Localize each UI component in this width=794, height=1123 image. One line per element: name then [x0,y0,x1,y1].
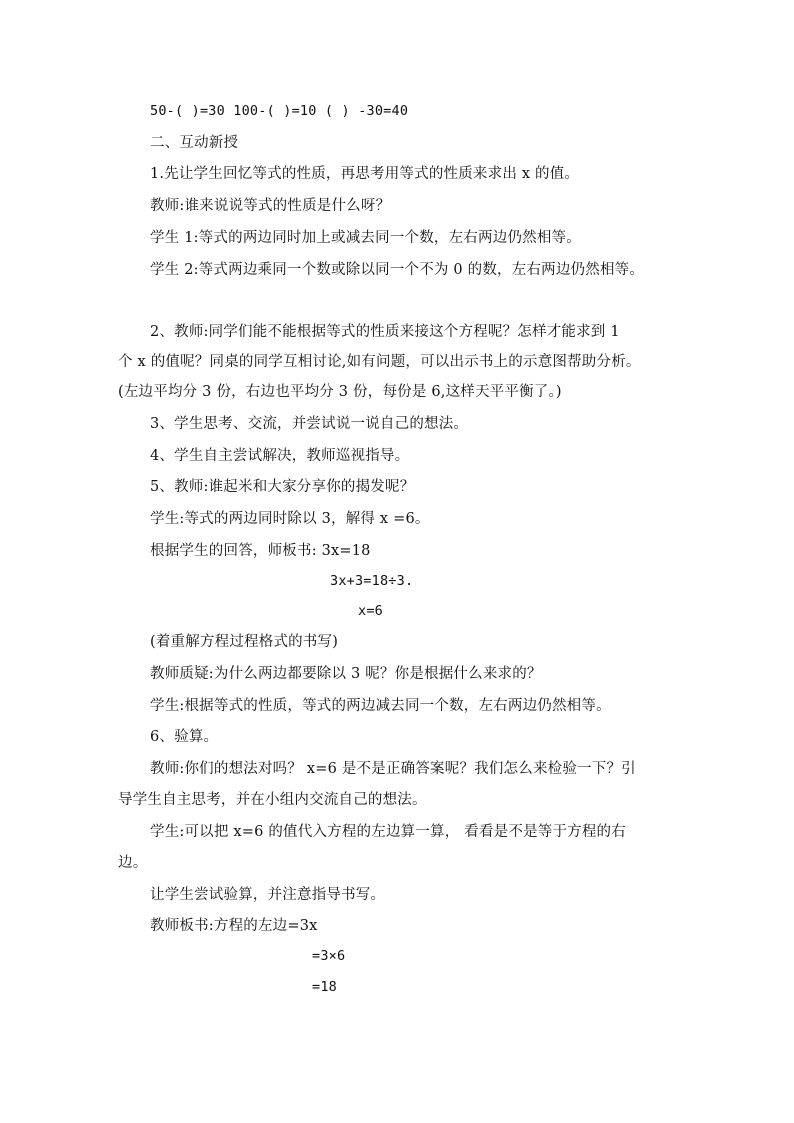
paragraph-line: 5、教师:谁起米和大家分享你的揭发呢？ [150,479,415,495]
section-heading: 二、互动新授 [150,135,239,151]
paragraph-line: 学生 2:等式两边乘同一个数或除以同一个不为 0 的数，左右两边仍然相等。 [150,262,645,278]
paragraph-line: 让学生尝试验算，并注意指导书写。 [150,887,386,903]
paragraph-line: 教师:你们的想法对吗？ x=6 是不是正确答案呢？我们怎么来检验一下？引 [150,761,636,777]
paragraph-line: 教师:谁来说说等式的性质是什么呀？ [150,198,391,214]
paragraph-line: 学生:可以把 x=6 的值代入方程的左边算一算， 看看是不是等于方程的右 [150,824,626,840]
paragraph-line: 教师板书:方程的左边=3x [150,918,318,934]
paragraph-line: 导学生自主思考，并在小组内交流自己的想法。 [118,792,427,808]
paragraph-line: 3、学生思考、交流，并尝试说一说自己的想法。 [150,416,469,432]
fill-blank-equations: 50-( )=30 100-( )=10 ( ) -30=40 [150,103,409,119]
board-equation: =3×6 [312,948,346,964]
paragraph-line: 4、学生自主尝试解决，教师巡视指导。 [150,448,410,464]
board-equation: x=6 [358,603,383,619]
paragraph-line: 学生:根据等式的性质，等式的两边减去同一个数，左右两边仍然相等。 [150,698,611,714]
paragraph-line: (左边平均分 3 份，右边也平均分 3 份，每份是 6,这样天平平衡了。) [118,384,562,400]
board-equation: =18 [312,979,337,995]
paragraph-line: 6、验算。 [150,729,219,745]
paragraph-line: 2、教师:同学们能不能根据等式的性质来接这个方程呢？怎样才能求到 1 [150,324,620,340]
board-equation: 3x+3=18÷3. [330,573,414,589]
paragraph-line: 个 x 的值呢？同桌的同学互相讨论,如有问题，可以出示书上的示意图帮助分析。 [118,354,641,370]
paragraph-line: 边。 [118,855,148,871]
paragraph-line: 教师质疑:为什么两边都要除以 3 呢？你是根据什么来求的？ [150,666,542,682]
paragraph-line: 根据学生的回答，师板书: 3x=18 [150,543,371,559]
paragraph-line: 1.先让学生回忆等式的性质，再思考用等式的性质来求出 x 的值。 [150,166,580,182]
paragraph-line: 学生:等式的两边同时除以 3，解得 x =6。 [150,511,430,527]
paragraph-line: (着重解方程过程格式的书写) [150,634,339,650]
paragraph-line: 学生 1:等式的两边同时加上或减去同一个数，左右两边仍然相等。 [150,230,581,246]
